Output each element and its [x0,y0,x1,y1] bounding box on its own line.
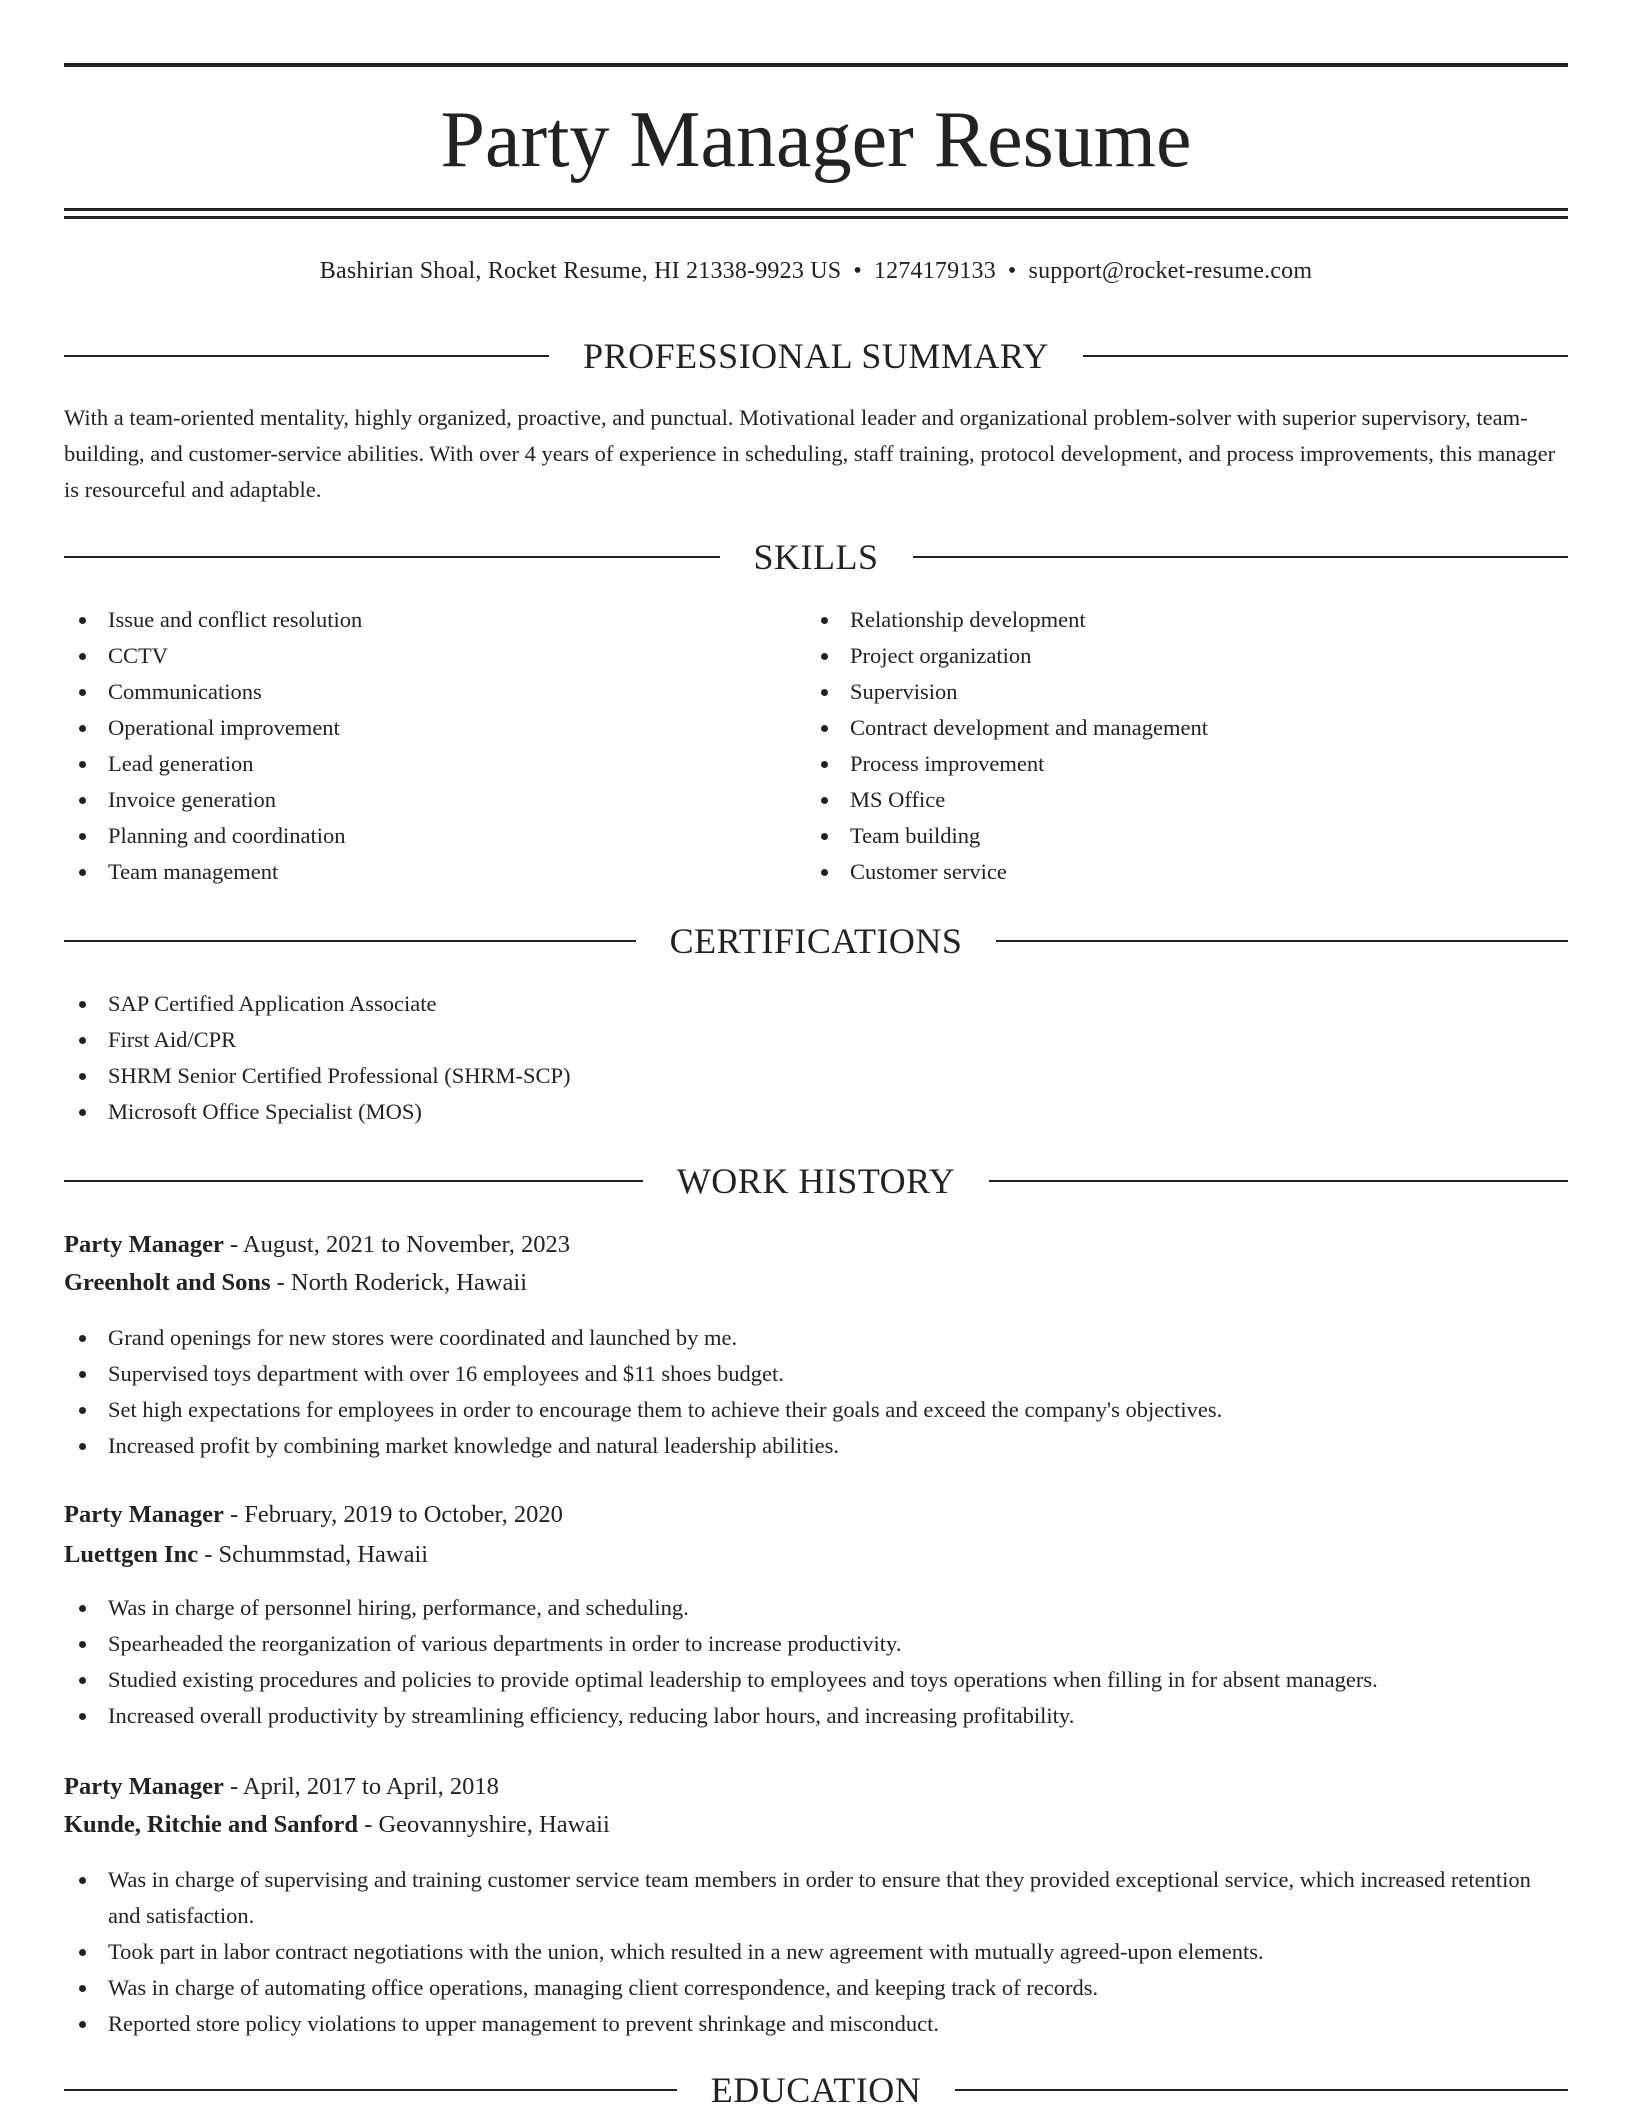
job-company-line [64,1536,1568,1574]
contact-line [0,256,1632,286]
top-rule [64,63,1568,67]
title-double-rule-upper [64,208,1568,211]
job-bullets [64,1590,1568,1734]
section-title: PROFESSIONAL SUMMARY [583,336,1049,376]
heading-rule [64,1180,643,1182]
heading-rule [913,556,1569,558]
skill-item: Relationship development [806,602,1566,638]
job-company: Greenholt and Sons [64,1269,271,1296]
skill-item: Invoice generation [64,782,764,818]
job-location: - Geovannyshire, Hawaii [358,1811,610,1838]
job-bullet: Was in charge of supervising and training customer service team members in order to ensure that they provided exceptional service, which increased retention and satisfaction. [64,1862,1568,1934]
heading-rule [996,940,1568,942]
skill-item: MS Office [806,782,1566,818]
skills-list-left [64,602,764,890]
job-company: Luettgen Inc [64,1541,199,1568]
job-bullet: Was in charge of automating office operations, managing client correspondence, and keeping track of records. [64,1970,1568,2006]
skill-item: Project organization [806,638,1566,674]
job-title-line [64,1226,1568,1264]
job-company-line [64,1264,1568,1302]
job-bullet: Grand openings for new stores were coordinated and launched by me. [64,1320,1568,1356]
job-bullet: Was in charge of personnel hiring, performance, and scheduling. [64,1590,1568,1626]
resume-title: Party Manager Resume [440,96,1192,184]
contact-address: Bashirian Shoal, Rocket Resume, HI 21338-9923 US [319,258,842,284]
skill-item: Process improvement [806,746,1566,782]
skill-item: Supervision [806,674,1566,710]
certification-item: SAP Certified Application Associate [64,986,1568,1022]
skill-item: Planning and coordination [64,818,764,854]
heading-rule [64,355,549,357]
job-title-line [64,1496,1568,1534]
job-bullets [64,1320,1568,1464]
certification-item: SHRM Senior Certified Professional (SHRM-SCP) [64,1058,1568,1094]
job-bullet: Set high expectations for employees in order to encourage them to achieve their goals and exceed the company's objectives. [64,1392,1568,1428]
job-title: Party Manager [64,1231,224,1258]
contact-separator: • [1007,258,1017,284]
section-title: SKILLS [753,537,879,577]
section-title: WORK HISTORY [676,1161,956,1201]
section-heading-education [64,2068,1568,2112]
certifications-list [64,986,1568,1130]
job-company-line [64,1806,1568,1844]
contact-email: support@rocket-resume.com [1028,258,1313,284]
skill-item: Issue and conflict resolution [64,602,764,638]
certification-item: Microsoft Office Specialist (MOS) [64,1094,1568,1130]
job-bullets [64,1862,1568,2042]
heading-rule [955,2089,1568,2091]
job-bullet: Studied existing procedures and policies to provide optimal leadership to employees and toys operations when filling in for absent managers. [64,1662,1568,1698]
section-title: CERTIFICATIONS [669,921,963,961]
skills-list-right [806,602,1566,890]
section-title: EDUCATION [710,2070,922,2110]
summary-text: With a team-oriented mentality, highly organized, proactive, and punctual. Motivational leader and organizational problem-solver with superior supervisory, team-building, and customer-service abilities. With over 4 years of experience in scheduling, staff training, protocol development, and process improvements, this manager is resourceful and adaptable. [64,405,1556,502]
skill-item: Contract development and management [806,710,1566,746]
job-dates: - February, 2019 to October, 2020 [223,1501,563,1528]
job-dates: - August, 2021 to November, 2023 [223,1231,570,1258]
section-heading-summary [64,334,1568,378]
job-title-line [64,1768,1568,1806]
job-title: Party Manager [64,1501,224,1528]
section-heading-certifications [64,919,1568,963]
heading-rule [64,940,636,942]
section-heading-skills [64,535,1568,579]
skill-item: CCTV [64,638,764,674]
section-heading-work-history [64,1159,1568,1203]
job-location: - North Roderick, Hawaii [270,1269,527,1296]
job-bullet: Spearheaded the reorganization of various departments in order to increase productivity. [64,1626,1568,1662]
heading-rule [989,1180,1568,1182]
skill-item: Customer service [806,854,1566,890]
heading-rule [1083,355,1568,357]
skill-item: Lead generation [64,746,764,782]
contact-phone: 1274179133 [873,258,996,284]
title-double-rule-lower [64,216,1568,219]
job-bullet: Supervised toys department with over 16 employees and $11 shoes budget. [64,1356,1568,1392]
job-bullet: Increased profit by combining market knowledge and natural leadership abilities. [64,1428,1568,1464]
job-company: Kunde, Ritchie and Sanford [64,1811,359,1838]
skill-item: Team building [806,818,1566,854]
job-title: Party Manager [64,1773,224,1800]
certification-item: First Aid/CPR [64,1022,1568,1058]
job-location: - Schummstad, Hawaii [198,1541,429,1568]
heading-rule [64,556,720,558]
skill-item: Communications [64,674,764,710]
job-bullet: Reported store policy violations to upper management to prevent shrinkage and misconduct. [64,2006,1568,2042]
contact-separator: • [853,258,862,284]
job-bullet: Took part in labor contract negotiations with the union, which resulted in a new agreement with mutually agreed-upon elements. [64,1934,1568,1970]
skill-item: Operational improvement [64,710,764,746]
job-bullet: Increased overall productivity by streamlining efficiency, reducing labor hours, and increasing profitability. [64,1698,1568,1734]
heading-rule [64,2089,677,2091]
skill-item: Team management [64,854,764,890]
job-dates: - April, 2017 to April, 2018 [223,1773,499,1800]
